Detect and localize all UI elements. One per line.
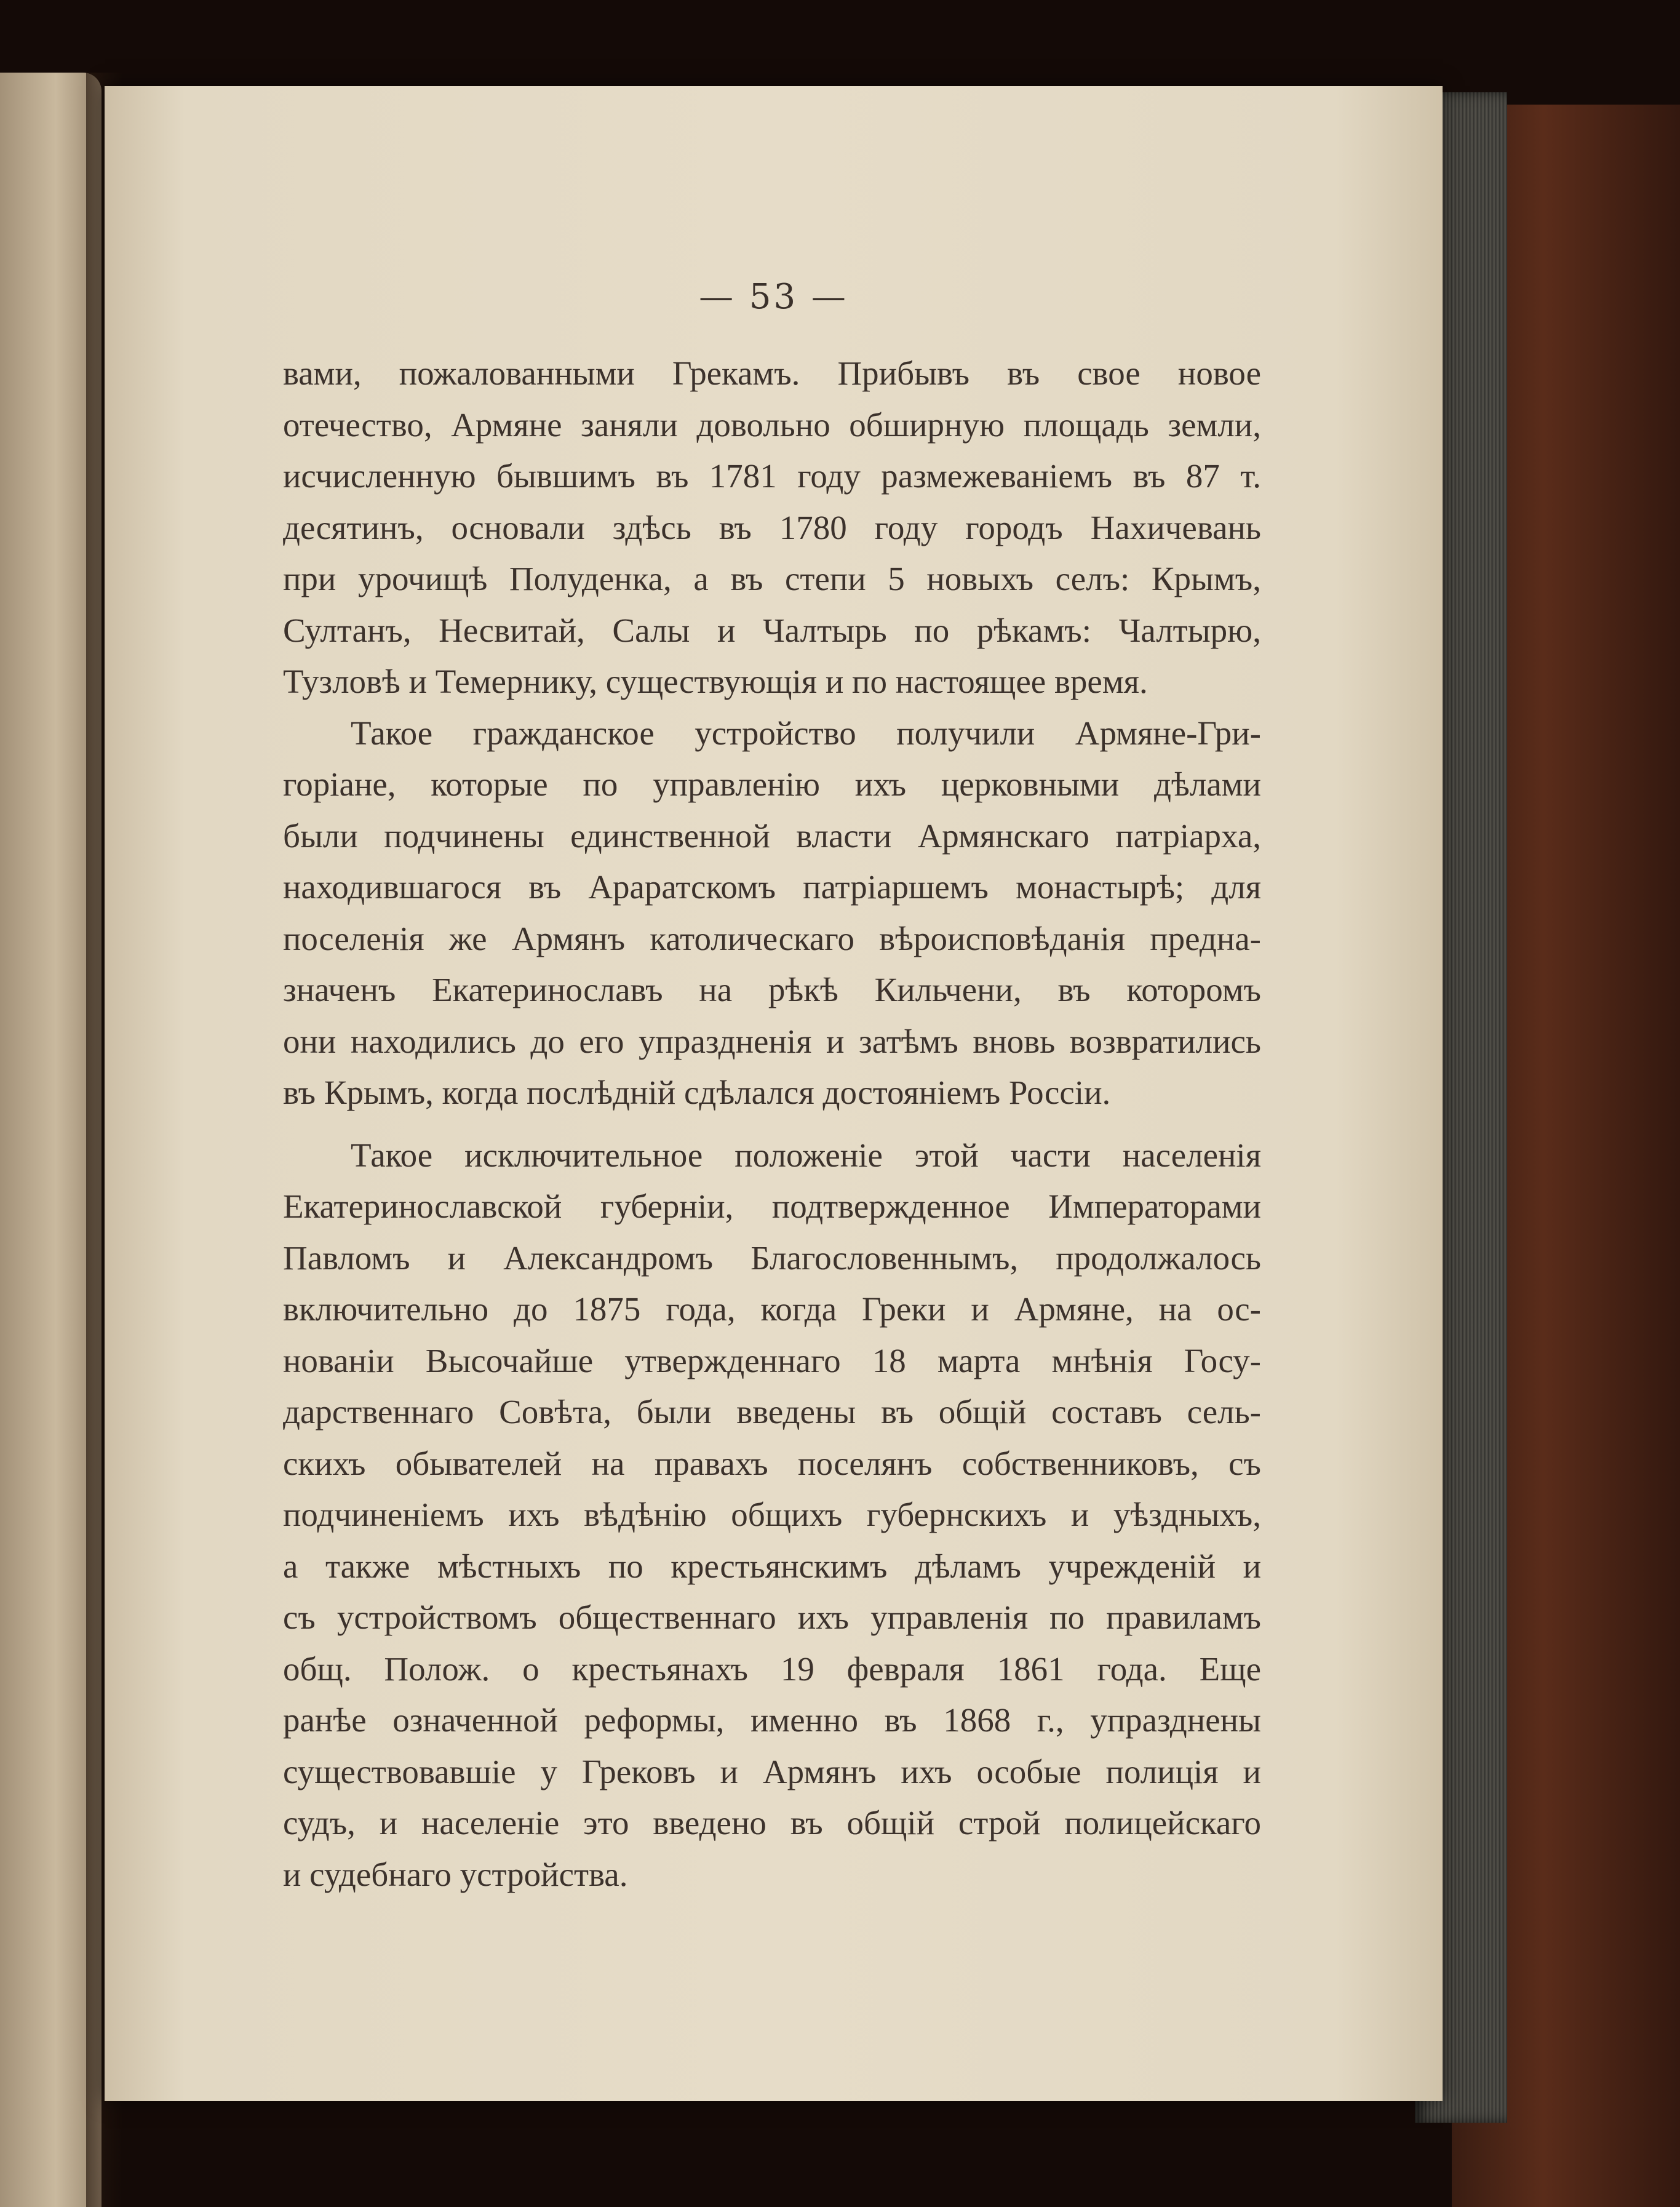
text-line: а также мѣстныхъ по крестьянскимъ дѣламъ учрежденій и	[283, 1547, 1261, 1585]
text-line: подчиненіемъ ихъ вѣдѣнію общихъ губернскихъ и уѣздныхъ,	[283, 1496, 1261, 1533]
text-line: включительно до 1875 года, когда Греки и Армяне, на ос-	[283, 1290, 1261, 1328]
page-text	[283, 348, 1261, 1900]
text-line: находившагося въ Араратскомъ патріаршемъ монастырѣ; для	[283, 868, 1261, 906]
text-line: вами, пожалованными Грекамъ. Прибывъ въ свое новое	[283, 354, 1261, 392]
text-line: Екатеринославской губерніи, подтвержденное Императорами	[283, 1187, 1261, 1225]
text-line: нованіи Высочайше утвержденнаго 18 марта мнѣнія Госу-	[283, 1341, 1261, 1379]
text-line: Павломъ и Александромъ Благословеннымъ, продолжалось	[283, 1239, 1261, 1277]
text-line: горіане, которые по управленію ихъ церковными дѣлами	[283, 765, 1261, 803]
text-line: они находились до его упраздненія и затѣмъ вновь возвратились	[283, 1022, 1261, 1060]
text-line: исчисленную бывшимъ въ 1781 году размежеваніемъ въ 87 т.	[283, 457, 1261, 495]
text-line: существовавшіе у Грековъ и Армянъ ихъ особые полиція и	[283, 1752, 1261, 1790]
text-line: съ устройствомъ общественнаго ихъ управленія по правиламъ	[283, 1598, 1261, 1636]
text-line: отечество, Армяне заняли довольно обширную площадь земли,	[283, 405, 1261, 444]
text-line: въ Крымъ, когда послѣдній сдѣлался достояніемъ Россіи.	[283, 1074, 1111, 1111]
text-line: общ. Полож. о крестьянахъ 19 февраля 1861 года. Еще	[283, 1650, 1261, 1688]
text-line: десятинъ, основали здѣсь въ 1780 году городъ Нахичевань	[283, 508, 1261, 546]
page-number: — 53 —	[699, 277, 848, 317]
text-line: Султанъ, Несвитай, Салы и Чалтырь по рѣкамъ: Чалтырю,	[283, 611, 1261, 649]
text-line: дарственнаго Совѣта, были введены въ общій составъ сель-	[283, 1393, 1261, 1431]
text-line: Тузловѣ и Темернику, существующія и по настоящее время.	[283, 663, 1148, 700]
text-line: поселенія же Армянъ католическаго вѣроисповѣданія предна-	[283, 919, 1261, 957]
paragraph-start-line: Такое гражданское устройство получили Армяне-Гри-	[351, 714, 1261, 752]
text-line: судъ, и населеніе это введено въ общій строй полицейскаго	[283, 1804, 1261, 1842]
text-line: ранѣе означенной реформы, именно въ 1868 г., упразднены	[283, 1701, 1261, 1739]
text-line: и судебнаго устройства.	[283, 1855, 628, 1893]
text-line: значенъ Екатеринославъ на рѣкѣ Кильчени, въ которомъ	[283, 971, 1261, 1008]
text-line: были подчинены единственной власти Армянскаго патріарха,	[283, 816, 1261, 855]
paragraph-start-line: Такое исключительное положеніе этой части населенія	[351, 1136, 1261, 1174]
book-page	[105, 86, 1443, 2101]
text-line: скихъ обывателей на правахъ поселянъ собственниковъ, съ	[283, 1444, 1261, 1482]
text-line: при урочищѣ Полуденка, а въ степи 5 новыхъ селъ: Крымъ,	[283, 560, 1261, 597]
